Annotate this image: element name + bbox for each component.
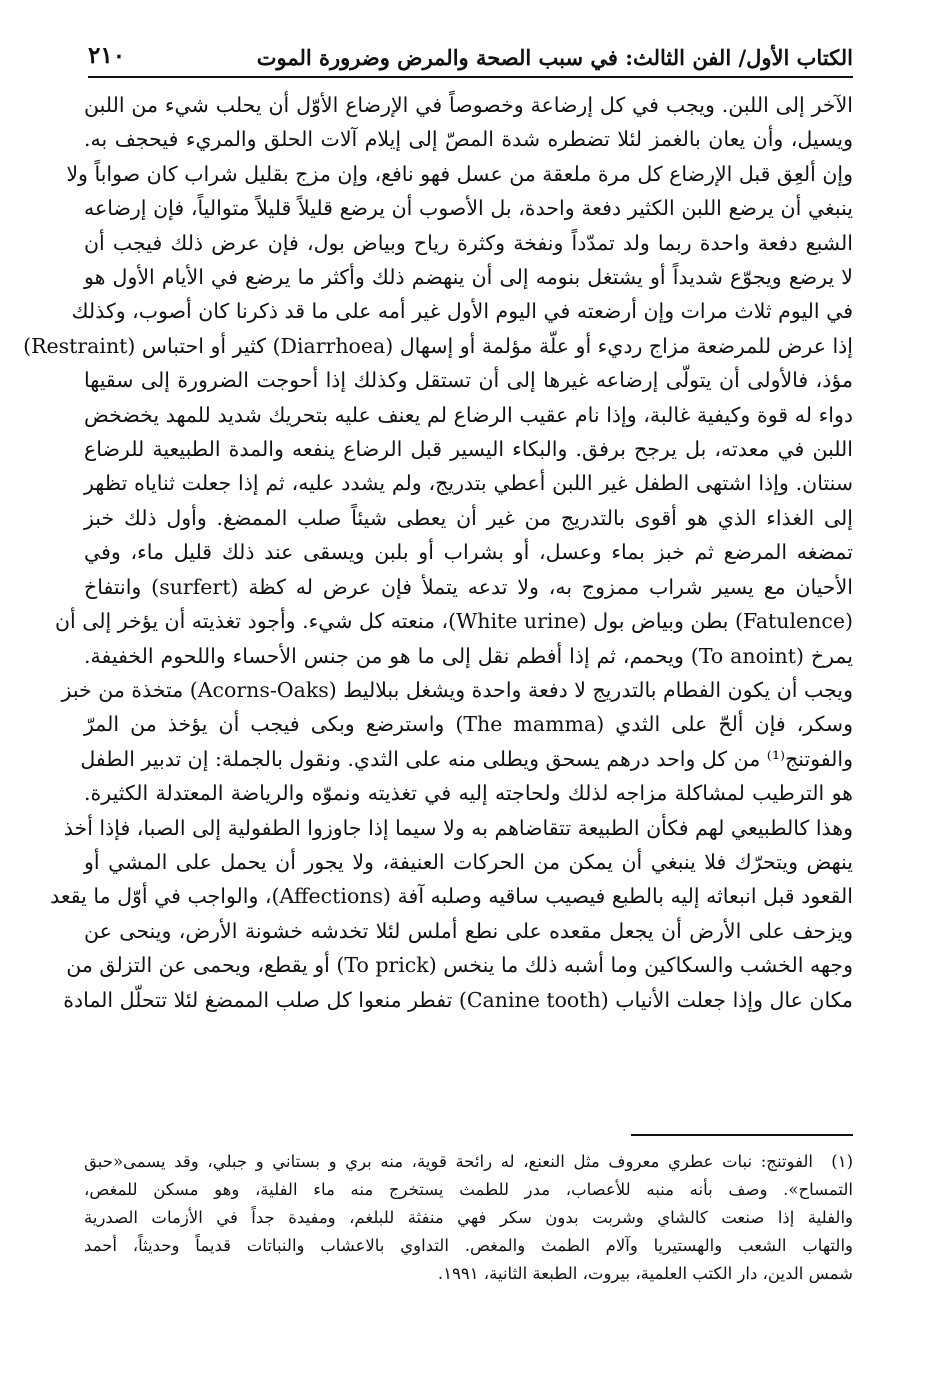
body-line: تمضغه المرضع ثم خبز بماء وعسل، أو بشراب أو بلبن ويسقى عند ذلك قليل ماء، وفي [84,540,853,565]
body-line: في اليوم ثلاث مرات وإن أرضعته في اليوم الأول غير أمه على ما قد ذكرنا كان أصوب، وكذلك [71,299,853,324]
body-line: الشبع دفعة واحدة ربما ولد تمدّداً ونفخة وكثرة رياح وبياض بول، فإن عرض ذلك فيجب أن [84,230,853,255]
footnote-line: والفلية إذا صنعت كالشاي وشربت بدون سكر فهي منفثة للبلغم، ومفيدة جداً في الأزمات الصدرية [84,1208,853,1227]
body-line: مكان عال وإذا جعلت الأنياب (Canine tooth) تفطر منعوا كل صلب الممضغ لئلا تتحلّل المادة [63,987,853,1012]
body-line: وسكر، فإن ألحّ على الثدي (The mamma) واسترضع وبكى فيجب أن يؤخذ من المرّ [84,712,854,737]
body-line: مؤذ، فالأولى أن يتولّى إرضاعه غيرها إلى أن تستقل وكذلك إذا أحوجت الضرورة إلى سقيها [84,368,853,393]
body-line: لا يرضع ويجوّع شديداً أو يشتغل بنومه إلى أن ينهضم ذلك وأكثر ما يرضع في الأيام الأول هو [84,265,853,290]
header-rule [88,76,853,78]
body-line: إذا عرض للمرضعة مزاج رديء أو علّة مؤلمة أو إسهال (Diarrhoea) كثير أو احتباس (Restraint) [23,333,853,358]
footnote-line: شمس الدين، دار الكتب العلمية، بيروت، الطبعة الثانية، ١٩٩١. [437,1264,853,1283]
body-line: وجهه الخشب والسكاكين وما أشبه ذلك ما ينخس (To prick) أو يقطع، ويحمى عن التزلق من [66,953,853,978]
body-line: ويجب أن يكون الفطام بالتدريج لا دفعة واحدة ويشغل ببلاليط (Acorns-Oaks) متخذة من خبز [61,677,853,702]
footnote-line [84,1148,853,1176]
body-line: ينبغي أن يرضع اللبن الكثير دفعة واحدة، بل الأصوب أن يرضع قليلاً قليلاً متوالياً، فإن إرضاعه [84,196,853,221]
body-line: (Fatulence) بطن وبياض بول (White urine)، منعته كل شيء. وأجود تغذيته أن يؤخر إلى أن [54,609,853,634]
body-line: ويسيل، وأن يعان بالغمز لئلا تضطره شدة المصّ إلى إيلام آلات الحلق والمريء فيحجف به. [84,127,853,152]
footnote-rule [631,1134,853,1136]
body-line: الآخر إلى اللبن. ويجب في كل إرضاعة وخصوصاً في الإرضاع الأوّل أن يحلب شيء من اللبن [84,93,853,117]
footnote-text: الفوتنج: نبات عطري معروف مثل النعنع، له رائحة قوية، منه بري و بستاني و جبلي، وقد يسمى«حبق [84,1152,813,1171]
header-title: الكتاب الأول/ الفن الثالث: في سبب الصحة والمرض وضرورة الموت [256,44,853,70]
page-number: ٢١٠ [88,41,126,69]
body-line: اللبن في معدته، بل يرجح برفق. والبكاء اليسير قبل الرضاع ينفعه والمدة الطبيعية للرضاع [84,437,853,462]
body-line: سنتان. وإذا اشتهى الطفل غير اللبن أعطي بتدريج، ولم يشدد عليه، ثم إذا جعلت ثناياه تظهر [84,471,853,496]
body-line: وإن ألعِق قبل الإرضاع كل مرة ملعقة من عسل فهو نافع، وإن مزج بقليل شراب كان صواباً ولا [66,161,853,186]
footnote-line: والتهاب الشعب والهستيريا وآلام الطمث والمغص. التداوي بالاعشاب والنباتات قديماً وحديثاً، أحمد [84,1236,853,1255]
body-line: وهذا كالطبيعي لهم فكأن الطبيعة تتقاضاهم به ولا سيما إذا جاوزوا الطفولية إلى الصبا، فإذا أخذ [63,815,853,840]
body-text [23,88,854,1017]
body-line: إلى الغذاء الذي هو أقوى بالتدريج من غير أن يعطى شيئاً صلب الممضغ. وأول ذلك خبز [84,505,853,530]
footnote-line: التمساح». وصف بأنه منبه للأعصاب، مدر للطمث يستخرج منه ماء الفلية، وهو مسكن للمغص، [84,1180,853,1199]
body-line: دواء له قوة وكيفية غالبة، وإذا نام عقيب الرضاع لم يعنف عليه بتحريك شديد للمهد يخضخض [84,402,853,427]
body-line: الأحيان مع يسير شراب ممزوج به، ولا تدعه يتملأ فإن عرض له كظة (surfert) وانتفاخ [84,574,853,599]
running-header [88,28,853,72]
footnote-marker: (١) [831,1152,853,1171]
body-line: يمرخ (To anoint) ويحمم، ثم إذا أفطم نقل إلى ما هو من جنس الأحساء واللحوم الخفيفة. [84,643,853,668]
body-line: ينهض ويتحرّك فلا ينبغي أن يمكن من الحركات العنيفة، ولا يجور أن يحمل على المشي أو [84,849,853,874]
body-line: ويزحف على الأرض أن يجعل مقعده على نطع أملس لئلا تخدشه خشونة الأرض، وينحى عن [84,918,853,943]
body-line: القعود قبل انبعاثه إليه بالطبع فيصيب ساقيه وصلبه آفة (Affections)، والواجب في أوّل ما يقعد [50,884,853,909]
body-line: هو الترطيب لمشاكلة مزاجه لذلك ولحاجته إليه في تغذيته ونموّه والرياضة المعتدلة الكثيرة. [84,781,853,806]
body-line: والفوتنج⁽¹⁾ من كل واحد درهم يسحق ويطلى منه على الثدي. ونقول بالجملة: إن تدبير الطفل [80,746,853,771]
footnote [84,1148,853,1288]
